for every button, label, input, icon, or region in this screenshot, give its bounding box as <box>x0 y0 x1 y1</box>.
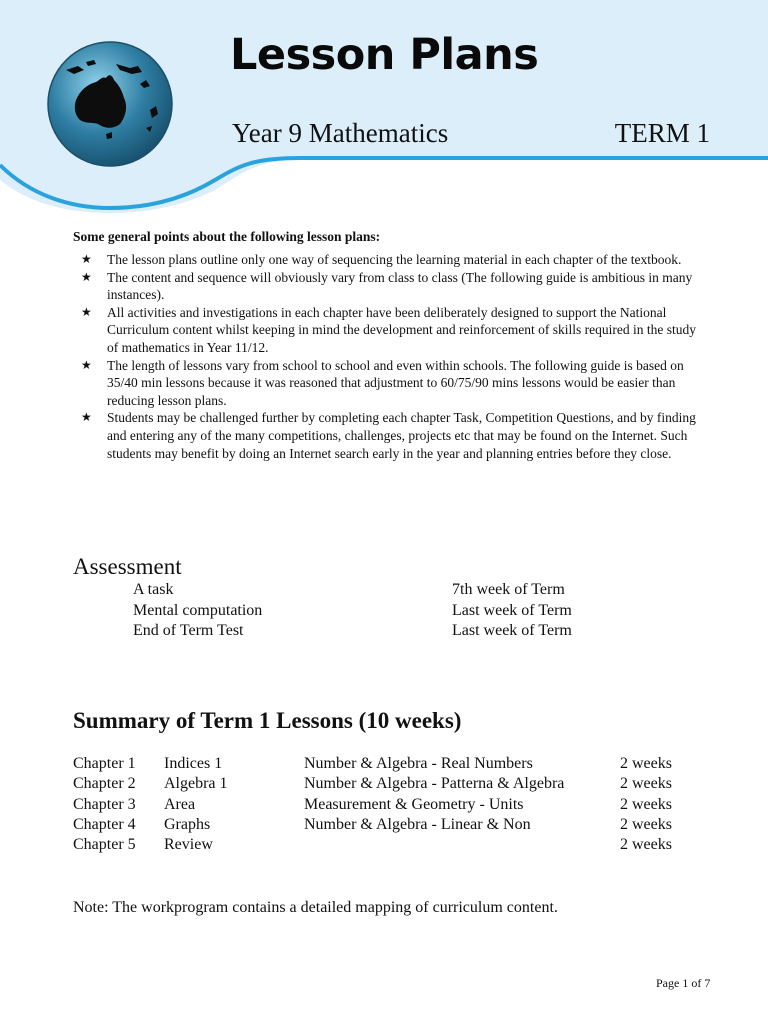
assessment-when: 7th week of Term <box>452 581 565 598</box>
chapter-topic: Graphs <box>164 815 211 833</box>
star-bullet-icon: ★ <box>81 304 92 319</box>
list-item: ★ The lesson plans outline only one way of sequencing the learning material in each chapter of the textbook. <box>81 252 682 267</box>
chapter-number: Chapter 4 <box>73 815 136 833</box>
chapter-duration: 2 weeks <box>620 755 672 772</box>
chapter-strand: Number & Algebra - Real Numbers <box>304 755 533 772</box>
chapter-number: Chapter 2 <box>73 775 136 793</box>
chapter-strand <box>304 835 620 855</box>
assessment-task: Mental computation <box>133 601 263 619</box>
assessment-when: Last week of Term <box>452 601 572 619</box>
curriculum-note: Note: The workprogram contains a detailed mapping of curriculum content. <box>73 899 558 916</box>
chapter-strand: Number & Algebra - Patterna & Algebra <box>304 775 565 793</box>
table-row <box>73 835 713 855</box>
chapter-duration: 2 weeks <box>620 836 672 854</box>
chapter-strand: Measurement & Geometry - Units <box>304 795 524 813</box>
chapter-number: Chapter 3 <box>73 795 136 813</box>
table-row <box>73 774 713 794</box>
subject-subtitle: Year 9 Mathematics <box>232 118 449 148</box>
assessment-task: End of Term Test <box>133 622 244 639</box>
chapter-duration: 2 weeks <box>620 815 672 833</box>
table-row <box>73 795 713 815</box>
list-item: ★ The length of lessons vary from school to school and even within schools. The following guide is based on 35/40 min lessons because it was reasoned that adjustment to 60/75/90 mins lessons would be easier than reducing lesson plans. <box>81 357 684 408</box>
document-title: Lesson Plans <box>230 30 539 80</box>
general-points-list <box>73 251 698 462</box>
assessment-row <box>73 621 693 642</box>
star-bullet-icon: ★ <box>81 269 92 284</box>
star-bullet-icon: ★ <box>81 252 92 266</box>
chapter-duration: 2 weeks <box>620 795 672 813</box>
chapter-number: Chapter 1 <box>73 755 136 772</box>
chapter-table <box>73 754 713 855</box>
subtitle-row <box>232 118 710 149</box>
assessment-task: A task <box>133 581 174 598</box>
chapter-topic: Review <box>164 836 213 854</box>
star-bullet-icon: ★ <box>81 410 92 425</box>
assessment-row <box>73 601 693 622</box>
list-item: ★ Students may be challenged further by completing each chapter Task, Competition Questions, and by finding and entering any of the many competitions, challenges, projects etc that may be found on the Internet. Such students may benefit by doing an Internet search early in the year and planning entries before they close. <box>81 410 696 461</box>
chapter-topic: Algebra 1 <box>164 775 228 793</box>
assessment-row <box>73 580 693 601</box>
summary-section <box>73 708 713 855</box>
summary-heading: Summary of Term 1 Lessons (10 weeks) <box>73 708 462 733</box>
table-row <box>73 754 713 774</box>
chapter-strand: Number & Algebra - Linear & Non <box>304 815 531 833</box>
term-label: TERM 1 <box>614 118 710 148</box>
chapter-topic: Indices 1 <box>164 755 223 772</box>
page-number: Page 1 of 7 <box>656 976 711 990</box>
star-bullet-icon: ★ <box>81 357 92 372</box>
general-points-section <box>73 229 698 462</box>
assessment-section <box>73 554 693 642</box>
chapter-number: Chapter 5 <box>73 836 136 854</box>
globe-logo-icon <box>46 40 174 168</box>
chapter-duration: 2 weeks <box>620 775 672 793</box>
table-row <box>73 815 713 835</box>
chapter-topic: Area <box>164 795 196 813</box>
general-points-heading: Some general points about the following lesson plans: <box>73 229 381 244</box>
assessment-heading: Assessment <box>73 554 182 579</box>
list-item: ★ The content and sequence will obviously vary from class to class (The following guide is ambitious in many instances). <box>81 269 693 303</box>
list-item: ★ All activities and investigations in each chapter have been deliberately designed to support the National Curriculum content whilst keeping in mind the development and reinforcement of skills required in the study of mathematics in Year 11/12. <box>81 304 696 355</box>
assessment-when: Last week of Term <box>452 622 572 639</box>
